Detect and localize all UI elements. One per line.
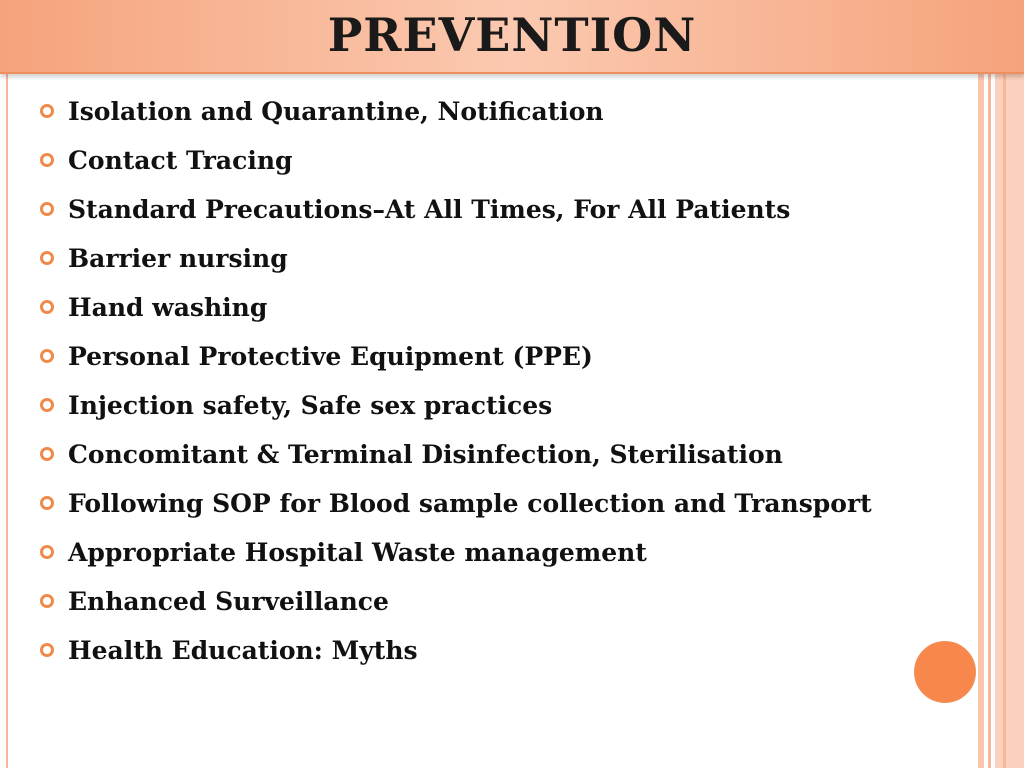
list-item-text: Hand washing — [68, 293, 268, 322]
list-item-text: Personal Protective Equipment (PPE) — [68, 342, 593, 371]
list-item — [40, 92, 970, 131]
bullet-ring-icon — [40, 300, 54, 314]
title-bar — [0, 0, 1024, 74]
list-item — [40, 337, 970, 376]
list-item-text: Following SOP for Blood sample collection and Transport — [68, 489, 872, 518]
list-item — [40, 239, 970, 278]
list-item-text: Concomitant & Terminal Disinfection, Sterilisation — [68, 440, 783, 469]
right-decor-stripe — [995, 0, 1024, 768]
list-item-text: Isolation and Quarantine, Notification — [68, 97, 604, 126]
list-item — [40, 141, 970, 180]
list-item — [40, 386, 970, 425]
list-item-text: Standard Precautions–At All Times, For All Patients — [68, 195, 791, 224]
list-item-text: Contact Tracing — [68, 146, 293, 175]
decorative-circle — [914, 641, 976, 703]
right-decor-stripe — [978, 0, 984, 768]
bullet-ring-icon — [40, 104, 54, 118]
bullet-ring-icon — [40, 349, 54, 363]
list-item — [40, 582, 970, 621]
bullet-ring-icon — [40, 202, 54, 216]
left-border-line — [6, 0, 8, 768]
list-item — [40, 288, 970, 327]
list-item-text: Enhanced Surveillance — [68, 587, 389, 616]
list-item-text: Health Education: Myths — [68, 636, 418, 665]
bullet-ring-icon — [40, 447, 54, 461]
bullet-ring-icon — [40, 545, 54, 559]
list-item-text: Appropriate Hospital Waste management — [68, 538, 647, 567]
bullet-ring-icon — [40, 398, 54, 412]
right-decor-stripe — [988, 0, 991, 768]
list-item — [40, 484, 970, 523]
bullet-ring-icon — [40, 251, 54, 265]
list-item — [40, 435, 970, 474]
bullet-ring-icon — [40, 643, 54, 657]
bullet-ring-icon — [40, 594, 54, 608]
bullet-list — [40, 92, 970, 680]
list-item — [40, 190, 970, 229]
list-item — [40, 533, 970, 572]
bullet-ring-icon — [40, 153, 54, 167]
right-decor-stripe — [1003, 0, 1006, 768]
slide-title: PREVENTION — [327, 8, 697, 62]
list-item — [40, 631, 970, 670]
list-item-text: Injection safety, Safe sex practices — [68, 391, 553, 420]
list-item-text: Barrier nursing — [68, 244, 288, 273]
bullet-ring-icon — [40, 496, 54, 510]
